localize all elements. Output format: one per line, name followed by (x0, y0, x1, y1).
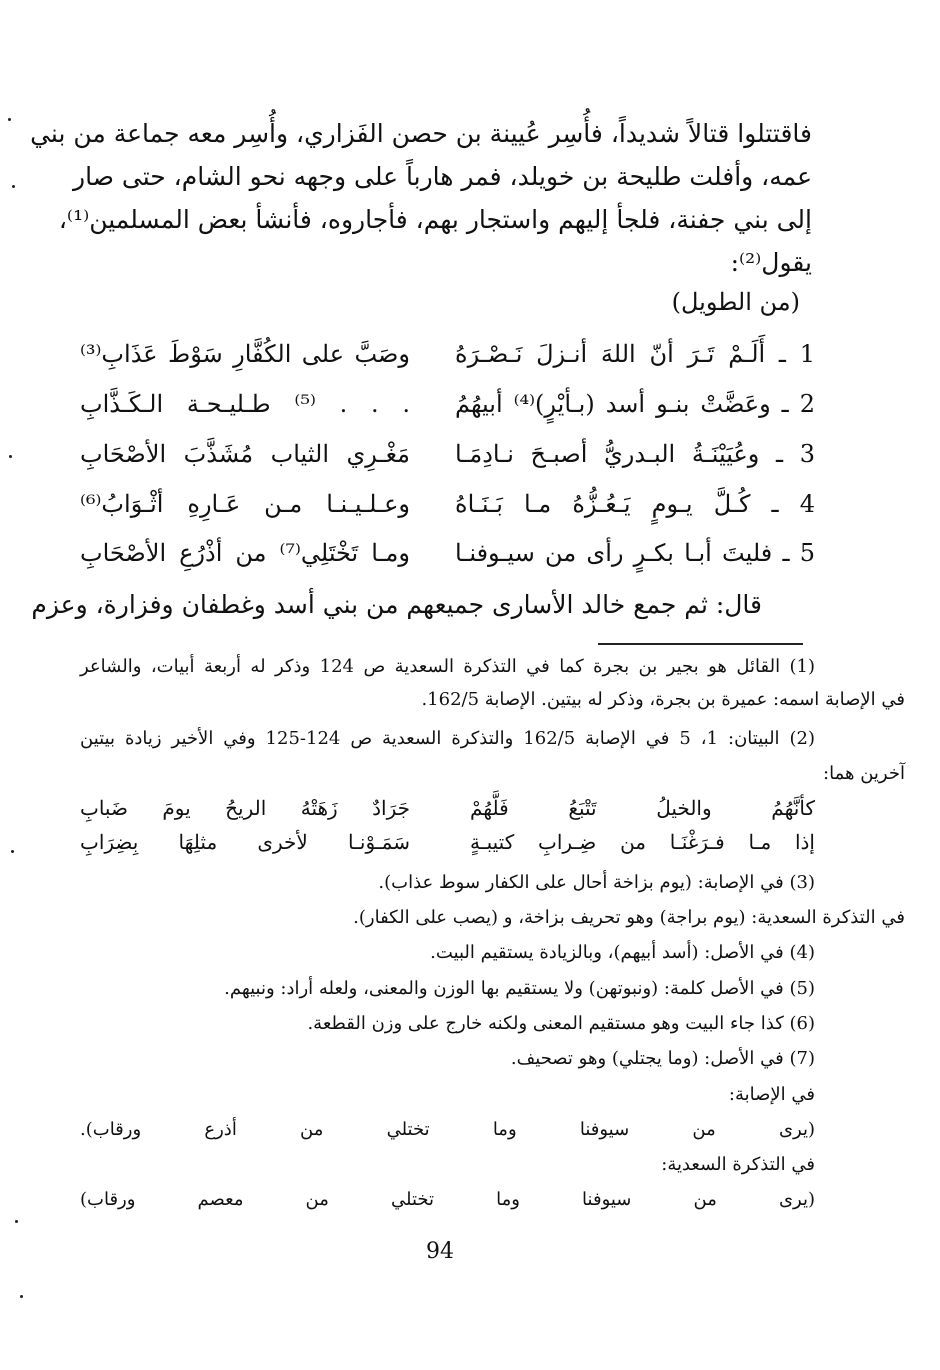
body-line: عمه، وأفلت طليحة بن خويلد، فمر هارباً على وجهه نحو الشام، حتى صار (73, 162, 812, 191)
footnote-4: (4) في الأصل: (أسد أبيهم)، وبالزيادة يستقيم البيت. (430, 942, 815, 963)
verse-row (80, 529, 815, 577)
verse-second-hemistich: جَرَادٌ زَهَتْهُ الريحُ يومَ ضَبابِ (80, 796, 410, 820)
footnote-3: (3) في الإصابة: (يوم بزاخة أحال على الكفار سوط عذاب). (378, 872, 815, 893)
verse-row (80, 480, 815, 528)
verse-first-hemistich: 4 ـ كُـلَّ يـومٍ يَـعُـزُّهُ مـا بَـنَـاهُ (455, 490, 815, 518)
verse-first-hemistich: إذا مـا فـرَغْنَـا من ضِـرابِ كتيبـةٍ (470, 830, 815, 854)
verse-second-hemistich: . . . ⁽⁵⁾ طـليـحـة الـكَـذَّابِ (80, 390, 410, 418)
verse-second-hemistich: مَغْـرِي الثياب مُشَذَّبَ الأصْحَابِ (80, 440, 410, 468)
verse-row (80, 430, 815, 478)
margin-speck (15, 1220, 18, 1223)
footnote-divider (598, 643, 803, 645)
body-line: فاقتتلوا قتالاً شديداً، فأُسِر عُيينة بن حصن الفَزاري، وأُسِر معه جماعة من بني (30, 119, 812, 148)
verse-first-hemistich: 5 ـ فليتَ أبـا بكـرٍ رأى من سيـوفنـا (455, 539, 815, 567)
margin-speck (9, 455, 12, 458)
verse-row (80, 330, 815, 378)
body-paragraph (30, 112, 812, 284)
body-line: يقول⁽²⁾: (730, 248, 812, 277)
footnote-7-isaba-label: في الإصابة: (728, 1084, 815, 1105)
footnote-7: (7) في الأصل: (وما يجتلي) وهو تصحيف. (510, 1048, 815, 1069)
footnote-verse-row (80, 827, 815, 857)
margin-speck (8, 118, 11, 121)
verse-first-hemistich: 3 ـ وعُيَيْنَـةُ البـدريُّ أصبـحَ نـادِمَـا (455, 440, 815, 468)
footnote-verse-row (80, 793, 815, 823)
verse-second-hemistich: وصَبَّ على الكُفَّارِ سَوْطَ عَذَابِ⁽³⁾ (80, 340, 410, 368)
closing-line: قال: ثم جمع خالد الأسارى جميعهم من بني أسد وغطفان وفزارة، وعزم (31, 590, 762, 619)
verse-second-hemistich: سَمَـوْنـا لأخرى مثلِهَا بِضِرَابِ (80, 830, 410, 854)
verse-first-hemistich: 1 ـ أَلَـمْ تَـرَ أنّ اللهَ أنـزلَ نَـصْـرَهُ (455, 340, 815, 368)
verse-first-hemistich: كأنَّهُمُ والخيلُ تَتْبَعُ فَلَّهُمْ (470, 796, 815, 820)
verse-first-hemistich: 2 ـ وعَضَّتْ بنـو أسد (بـأيْرٍ)⁽⁴⁾ أبيهُمُ (455, 390, 815, 418)
meter-label: (من الطويل) (671, 288, 800, 316)
footnote-1: (1) القائل هو بجير بن بجرة كما في التذكرة السعدية ص 124 وذكر له أربعة أبيات، والشاعر (80, 656, 816, 677)
body-line: إلى بني جفنة، فلجأ إليهم واستجار بهم، فأجاروه، فأنشأ بعض المسلمين⁽¹⁾، (58, 205, 812, 234)
footnote-5: (5) في الأصل كلمة: (ونبوتهن) ولا يستقيم بها الوزن والمعنى، ولعله أراد: ونبيهم. (224, 978, 815, 999)
verse-second-hemistich: ومـا تَخْتَلِي⁽⁷⁾ من أذْرُعِ الأصْحَابِ (80, 539, 410, 567)
footnote-2: (2) البيتان: 1، 5 في الإصابة 162/5 والتذكرة السعدية ص 124-125 وفي الأخير زيادة بيتين (80, 728, 816, 749)
margin-speck (20, 1295, 23, 1298)
footnote-7-tadhkira-label: في التذكرة السعدية: (661, 1154, 815, 1175)
footnote-7-isaba-text: (يرى من سيوفنا وما تختلي من أذرع ورقاب). (80, 1119, 815, 1140)
footnote-1-continuation: في الإصابة اسمه: عميرة بن بجرة، وذكر له بيتين. الإصابة 162/5. (421, 689, 905, 710)
page-number: 94 (426, 1239, 454, 1264)
footnote-3-continuation: في التذكرة السعدية: (يوم براجة) وهو تحريف بزاخة، و (يصب على الكفار). (353, 907, 905, 928)
footnote-2-continuation: آخرين هما: (823, 763, 905, 784)
verse-row (80, 380, 815, 428)
footnote-7-tadhkira-text: (يرى من سيوفنا وما تختلي من معصم ورقاب) (80, 1189, 815, 1210)
verse-second-hemistich: وعـلـيـنـا مـن عَـارِهِ أثْـوَابُ⁽⁶⁾ (80, 490, 410, 518)
margin-speck (12, 185, 15, 188)
margin-speck (11, 850, 14, 853)
footnote-6: (6) كذا جاء البيت وهو مستقيم المعنى ولكنه خارج على وزن القطعة. (307, 1013, 815, 1034)
